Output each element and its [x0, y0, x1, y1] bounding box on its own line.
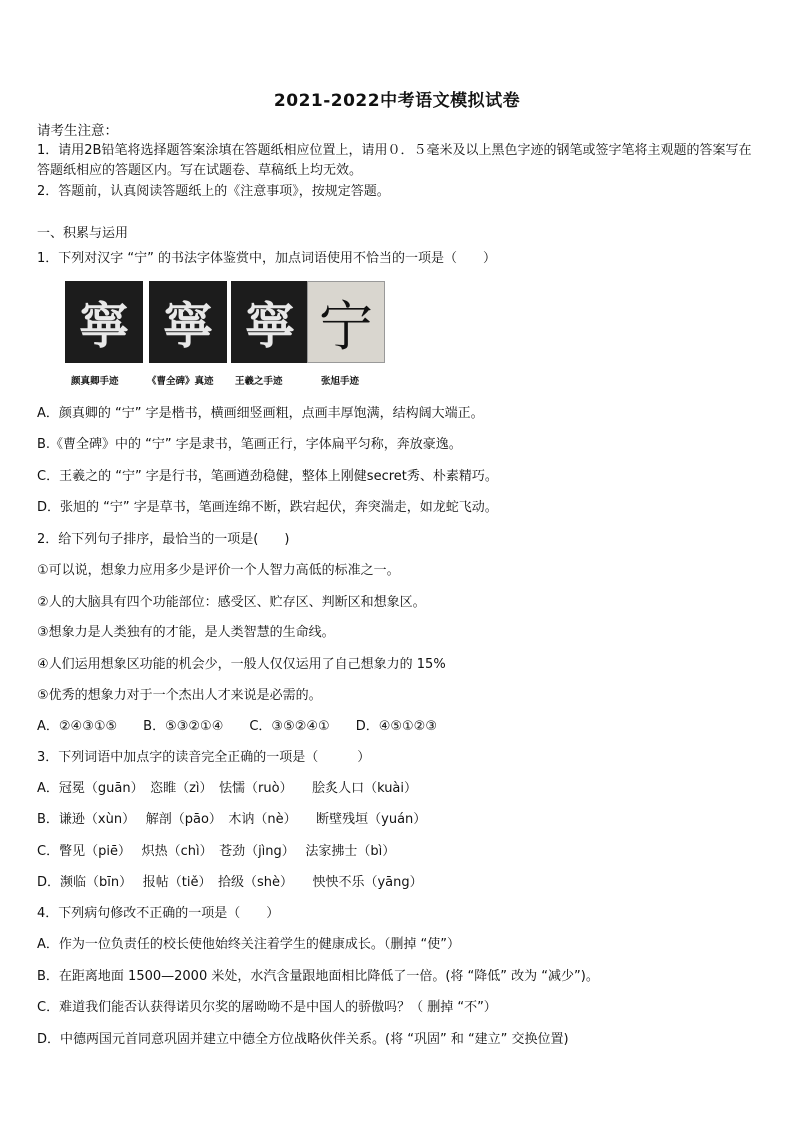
page-title: 2021-2022中考语文模拟试卷 — [273, 91, 521, 111]
calligraphy-caption-2: 《曹全碑》真迹 — [147, 376, 214, 387]
calligraphy-sample-2 — [149, 281, 227, 363]
question-4-option-d: D．中德两国元首同意巩固并建立中德全方位战略伙伴关系。(将 “巩固” 和 “建立” 交换位置) — [37, 1032, 569, 1047]
calligraphy-caption-3: 王羲之手迹 — [235, 376, 283, 387]
calligraphy-figure — [63, 281, 393, 393]
question-1-option-d: D．张旭的 “宁” 字是草书，笔画连绵不断，跌宕起伏，奔突湍走，如龙蛇飞动。 — [37, 500, 498, 515]
question-4-option-c: C．难道我们能否认获得诺贝尔奖的屠呦呦不是中国人的骄傲吗？（ 删掉 “不”） — [37, 1000, 497, 1015]
question-4-option-a: A．作为一位负责任的校长使他始终关注着学生的健康成长。（删掉 “使”） — [37, 937, 460, 952]
section-heading: 一、积累与运用 — [37, 226, 129, 241]
question-1-option-b: B.《曹全碑》中的 “宁” 字是隶书，笔画正行，字体扁平匀称，奔放豪逸。 — [37, 437, 462, 452]
question-3-option-a: A．冠冕（guān） 恣睢（zì） 怯懦（ruò） 脍炙人口（kuài） — [37, 781, 418, 796]
question-3-stem: 3．下列词语中加点字的读音完全正确的一项是（ ） — [37, 750, 371, 765]
calligraphy-glyph-3: 寧 — [245, 296, 295, 355]
question-2-stem: 2．给下列句子排序，最恰当的一项是( ) — [37, 532, 290, 547]
question-2-sentence-5: ⑤优秀的想象力对于一个杰出人才来说是必需的。 — [37, 688, 322, 703]
calligraphy-glyph-2: 寧 — [163, 296, 213, 355]
notice-item-1: 1．请用2B铅笔将选择题答案涂填在答题纸相应位置上，请用０．５毫米及以上黑色字迹的钢笔或签字笔将主观题的答案写在答题纸相应的答题区内。写在试题卷、草稿纸上均无效。 — [37, 143, 752, 178]
question-3-option-b: B．谦逊（xùn） 解剖（pāo） 木讷（nè） 断壁残垣（yuán） — [37, 812, 427, 827]
calligraphy-caption-4: 张旭手迹 — [321, 376, 360, 387]
calligraphy-caption-1: 颜真卿手迹 — [71, 376, 119, 387]
question-2-options: A．②④③①⑤ B．⑤③②①④ C．③⑤②④① D．④⑤①②③ — [37, 719, 437, 734]
notice-heading: 请考生注意： — [37, 123, 118, 139]
calligraphy-sample-3 — [231, 281, 309, 363]
question-1-option-a: A．颜真卿的 “宁” 字是楷书，横画细竖画粗，点画丰厚饱满，结构阔大端正。 — [37, 406, 484, 421]
question-3-option-c: C．瞥见（piē） 炽热（chì） 苍劲（jìng） 法家拂士（bì） — [37, 844, 396, 859]
question-4-stem: 4．下列病句修改不正确的一项是（ ） — [37, 906, 280, 921]
question-1-stem: 1．下列对汉字 “宁” 的书法字体鉴赏中，加点词语使用不恰当的一项是（ ） — [37, 251, 497, 266]
question-3-option-d: D．濒临（bīn） 报帖（tiě） 拾级（shè） 怏怏不乐（yāng） — [37, 875, 423, 890]
question-2-sentence-3: ③想象力是人类独有的才能，是人类智慧的生命线。 — [37, 625, 335, 640]
notice-item-2: 2．答题前，认真阅读答题纸上的《注意事项》，按规定答题。 — [37, 184, 390, 199]
calligraphy-glyph-4: 宁 — [319, 294, 373, 358]
question-4-option-b: B．在距离地面 1500—2000 米处，水汽含量跟地面相比降低了一倍。(将 “降低” 改为 “减少”)。 — [37, 969, 599, 984]
question-2-sentence-4: ④人们运用想象区功能的机会少，一般人仅仅运用了自己想象力的 15% — [37, 657, 446, 672]
question-1-option-c: C．王羲之的 “宁” 字是行书，笔画遒劲稳健，整体上刚健secret秀、朴素精巧。 — [37, 469, 498, 484]
calligraphy-sample-4 — [307, 281, 385, 363]
calligraphy-sample-1 — [65, 281, 143, 363]
calligraphy-glyph-1: 寧 — [79, 296, 129, 355]
question-2-sentence-2: ②人的大脑具有四个功能部位：感受区、贮存区、判断区和想象区。 — [37, 595, 426, 610]
question-2-sentence-1: ①可以说，想象力应用多少是评价一个人智力高低的标准之一。 — [37, 563, 400, 578]
